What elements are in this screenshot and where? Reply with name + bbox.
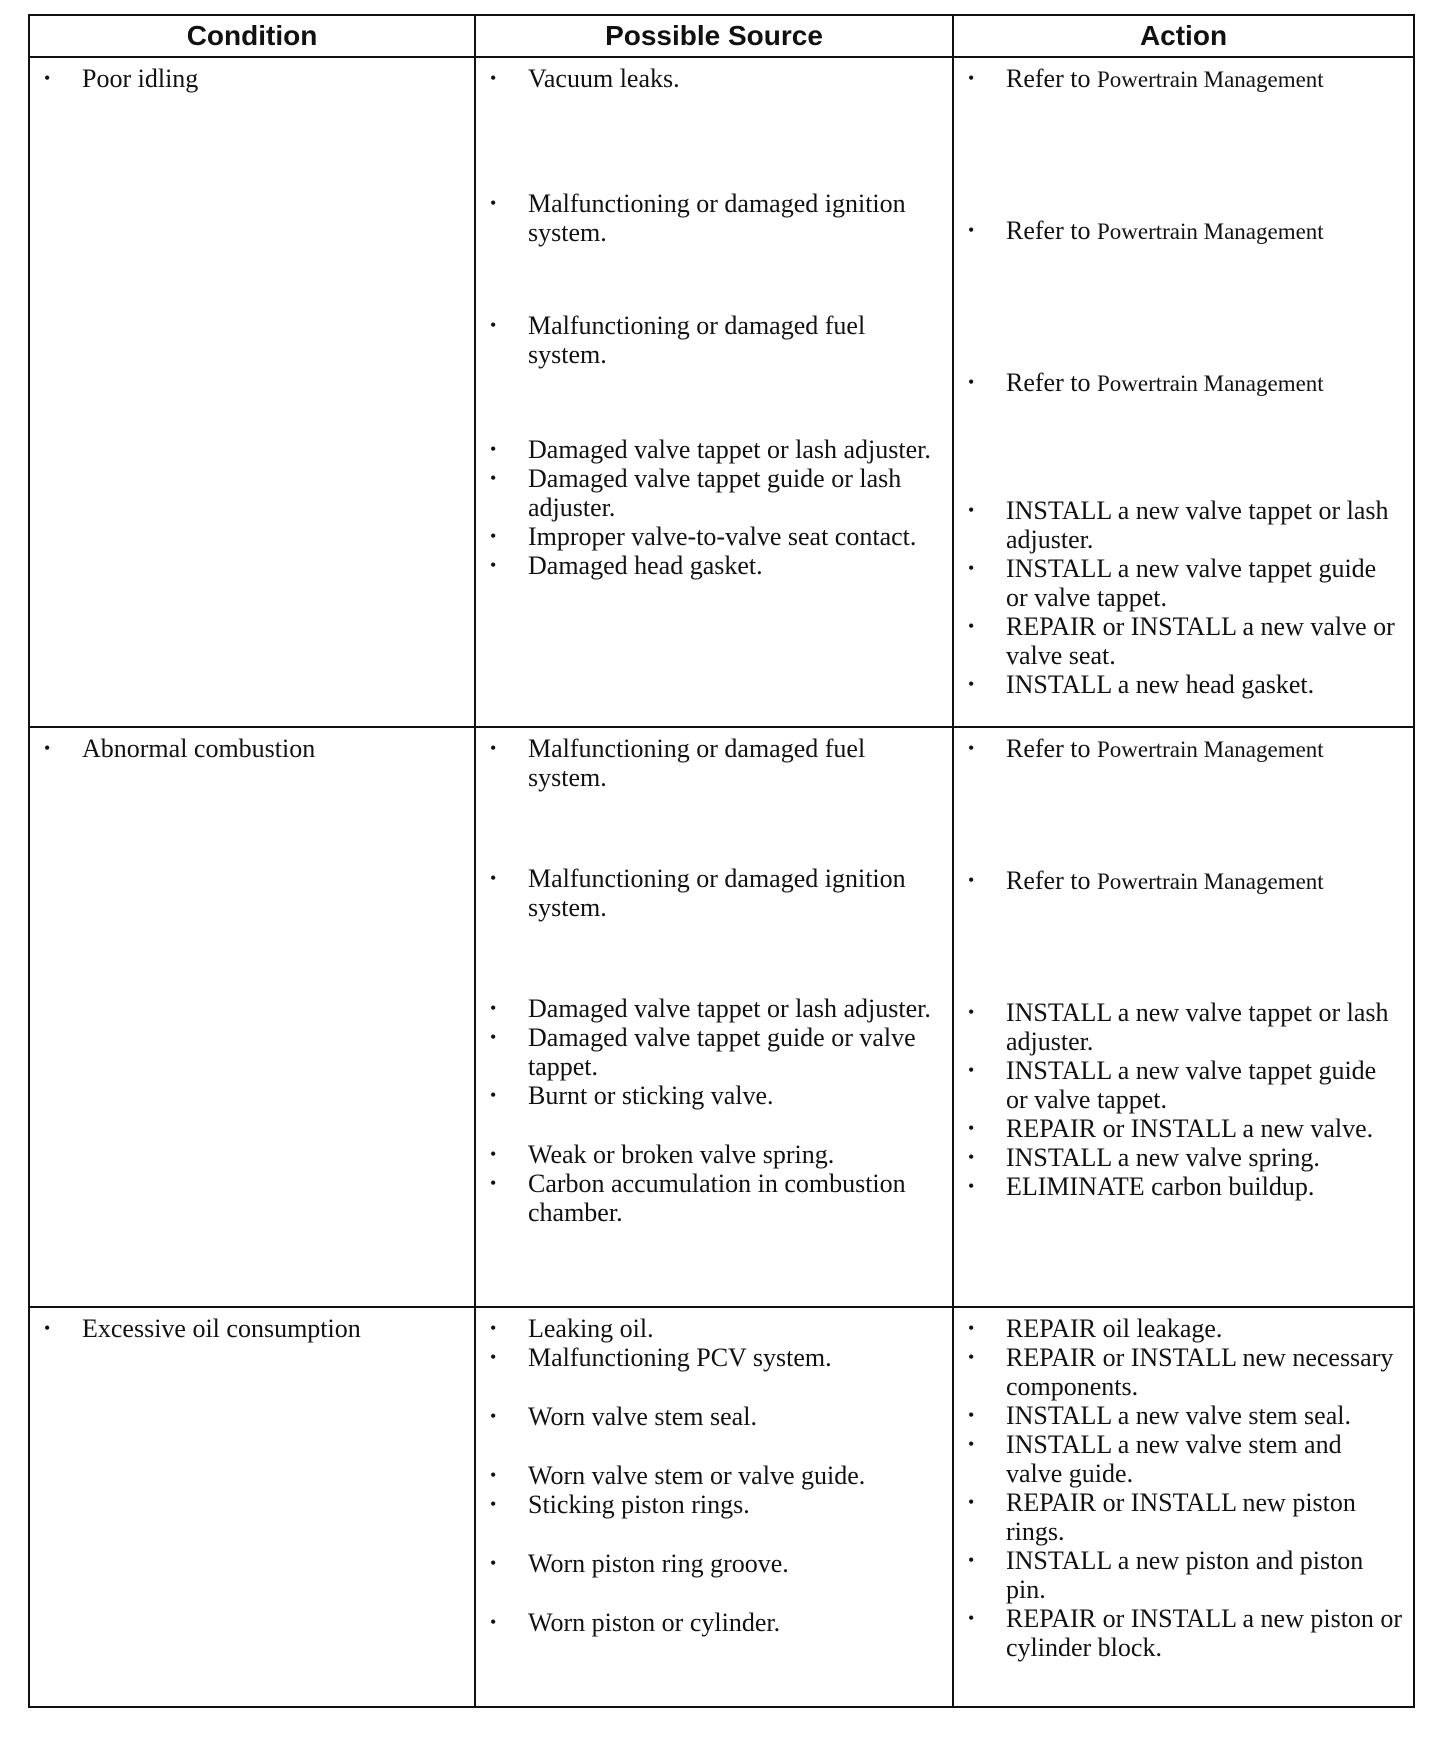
possible-source-item (490, 994, 942, 1023)
bullet-icon: • (490, 998, 497, 1018)
action-list (968, 64, 1403, 699)
reference-section: Powertrain Management (1096, 67, 1324, 92)
possible-source-cell (475, 727, 953, 1307)
possible-source-item (490, 464, 942, 522)
possible-source-item (490, 1490, 942, 1519)
bullet-icon: • (490, 1318, 497, 1338)
possible-source-item (490, 1023, 942, 1081)
action-text-wrap (1006, 612, 1403, 670)
action-cell (953, 1307, 1414, 1707)
header-row (29, 15, 1414, 57)
bullet-icon: • (968, 870, 975, 890)
action-item (968, 612, 1403, 670)
possible-source-text-wrap (528, 1608, 942, 1637)
possible-source-text-wrap (528, 1490, 942, 1519)
possible-source-text-wrap (528, 1169, 942, 1227)
reference-section: Powertrain Management (1096, 737, 1324, 762)
header-condition: Condition (29, 15, 475, 57)
bullet-icon: • (968, 674, 975, 694)
bullet-icon: • (968, 1608, 975, 1628)
bullet-icon: • (490, 1027, 497, 1047)
possible-source-item (490, 1314, 942, 1343)
action-text: REPAIR or INSTALL new necessary components. (1006, 1343, 1394, 1401)
action-text: Refer to (1006, 368, 1091, 397)
action-text-wrap (1006, 368, 1403, 398)
possible-source-item (490, 1461, 942, 1490)
action-text-wrap (1006, 216, 1403, 246)
action-text-wrap (1006, 866, 1403, 896)
header-action: Action (953, 15, 1414, 57)
action-item (968, 368, 1403, 398)
action-text: INSTALL a new valve tappet or lash adjuster. (1006, 496, 1389, 554)
bullet-icon: • (490, 1465, 497, 1485)
possible-source-text-wrap (528, 522, 942, 551)
bullet-icon: • (968, 220, 975, 240)
possible-source-item (490, 864, 942, 922)
action-text: INSTALL a new valve tappet or lash adjuster. (1006, 998, 1389, 1056)
possible-source-item (490, 522, 942, 551)
possible-source-text: Malfunctioning PCV system. (528, 1343, 832, 1372)
action-item (968, 1401, 1403, 1430)
bullet-icon: • (490, 468, 497, 488)
possible-source-text-wrap (528, 464, 942, 522)
condition-item (44, 64, 464, 93)
action-text: INSTALL a new valve stem seal. (1006, 1401, 1351, 1430)
possible-source-cell (475, 1307, 953, 1707)
bullet-icon: • (490, 193, 497, 213)
possible-source-text: Malfunctioning or damaged ignition system. (528, 864, 906, 922)
table-row (29, 57, 1414, 727)
bullet-icon: • (44, 1318, 51, 1338)
action-item (968, 670, 1403, 699)
bullet-icon: • (490, 1144, 497, 1164)
action-text-wrap (1006, 496, 1403, 554)
action-text: Refer to (1006, 64, 1091, 93)
bullet-icon: • (968, 1147, 975, 1167)
bullet-icon: • (968, 1118, 975, 1138)
possible-source-text: Damaged valve tappet or lash adjuster. (528, 435, 931, 464)
possible-source-text-wrap (528, 1081, 942, 1110)
possible-source-text-wrap (528, 64, 942, 93)
bullet-icon: • (44, 68, 51, 88)
bullet-icon: • (968, 1405, 975, 1425)
action-item (968, 998, 1403, 1056)
bullet-icon: • (968, 1492, 975, 1512)
action-item (968, 1056, 1403, 1114)
possible-source-item (490, 311, 942, 369)
possible-source-text-wrap (528, 1343, 942, 1372)
possible-source-list (490, 64, 942, 580)
action-text-wrap (1006, 1488, 1403, 1546)
possible-source-item (490, 1081, 942, 1110)
possible-source-text: Damaged valve tappet guide or lash adjuster. (528, 464, 902, 522)
bullet-icon: • (968, 500, 975, 520)
possible-source-list (490, 734, 942, 1227)
action-text-wrap (1006, 1114, 1403, 1143)
bullet-icon: • (968, 372, 975, 392)
possible-source-text: Worn piston ring groove. (528, 1549, 789, 1578)
possible-source-text-wrap (528, 1549, 942, 1578)
action-item (968, 1430, 1403, 1488)
possible-source-text: Malfunctioning or damaged fuel system. (528, 734, 866, 792)
reference-section: Powertrain Management (1096, 869, 1324, 894)
bullet-icon: • (968, 558, 975, 578)
action-text-wrap (1006, 670, 1403, 699)
bullet-icon: • (968, 1550, 975, 1570)
possible-source-text-wrap (528, 864, 942, 922)
action-item (968, 496, 1403, 554)
possible-source-text: Damaged valve tappet guide or valve tappet. (528, 1023, 916, 1081)
possible-source-item (490, 1140, 942, 1169)
possible-source-text: Vacuum leaks. (528, 64, 680, 93)
possible-source-text: Worn piston or cylinder. (528, 1608, 781, 1637)
condition-text-wrap (82, 1314, 464, 1343)
possible-source-text: Sticking piston rings. (528, 1490, 750, 1519)
bullet-icon: • (490, 738, 497, 758)
bullet-icon: • (490, 1553, 497, 1573)
header-possible-source: Possible Source (475, 15, 953, 57)
possible-source-item (490, 435, 942, 464)
action-item (968, 1172, 1403, 1201)
possible-source-text-wrap (528, 1023, 942, 1081)
action-item (968, 1343, 1403, 1401)
possible-source-text-wrap (528, 1140, 942, 1169)
possible-source-item (490, 64, 942, 93)
action-item (968, 734, 1403, 764)
bullet-icon: • (968, 1434, 975, 1454)
condition-cell (29, 1307, 475, 1707)
action-text: Refer to (1006, 734, 1091, 763)
possible-source-text: Damaged head gasket. (528, 551, 763, 580)
possible-source-text: Burnt or sticking valve. (528, 1081, 774, 1110)
condition-text: Abnormal combustion (82, 734, 316, 763)
possible-source-text-wrap (528, 1461, 942, 1490)
action-text-wrap (1006, 1314, 1403, 1343)
action-text-wrap (1006, 1546, 1403, 1604)
action-text: REPAIR or INSTALL a new valve. (1006, 1114, 1374, 1143)
action-text-wrap (1006, 998, 1403, 1056)
possible-source-item (490, 734, 942, 792)
possible-source-item (490, 1169, 942, 1227)
action-text-wrap (1006, 1172, 1403, 1201)
action-text: REPAIR or INSTALL a new valve or valve seat. (1006, 612, 1395, 670)
condition-cell (29, 57, 475, 727)
possible-source-list (490, 1314, 942, 1637)
possible-source-item (490, 189, 942, 247)
bullet-icon: • (968, 68, 975, 88)
bullet-icon: • (44, 738, 51, 758)
possible-source-text-wrap (528, 734, 942, 792)
condition-cell (29, 727, 475, 1307)
action-item (968, 1143, 1403, 1172)
bullet-icon: • (490, 526, 497, 546)
action-text-wrap (1006, 1401, 1403, 1430)
action-text: ELIMINATE carbon buildup. (1006, 1172, 1315, 1201)
bullet-icon: • (490, 1494, 497, 1514)
condition-text: Excessive oil consumption (82, 1314, 361, 1343)
diagnosis-table-container (28, 14, 1413, 1704)
possible-source-text: Worn valve stem or valve guide. (528, 1461, 866, 1490)
possible-source-text-wrap (528, 311, 942, 369)
possible-source-text: Weak or broken valve spring. (528, 1140, 835, 1169)
action-text: INSTALL a new head gasket. (1006, 670, 1315, 699)
action-item (968, 216, 1403, 246)
action-text-wrap (1006, 1056, 1403, 1114)
action-text: INSTALL a new valve tappet guide or valve tappet. (1006, 554, 1377, 612)
possible-source-text-wrap (528, 435, 942, 464)
action-item (968, 1604, 1403, 1662)
action-text: INSTALL a new valve spring. (1006, 1143, 1320, 1172)
possible-source-text-wrap (528, 189, 942, 247)
bullet-icon: • (968, 1060, 975, 1080)
condition-item (44, 1314, 464, 1343)
action-item (968, 1114, 1403, 1143)
action-text-wrap (1006, 1430, 1403, 1488)
bullet-icon: • (490, 1406, 497, 1426)
action-text-wrap (1006, 1343, 1403, 1401)
condition-text-wrap (82, 734, 464, 763)
action-cell (953, 57, 1414, 727)
bullet-icon: • (490, 1085, 497, 1105)
possible-source-item (490, 1343, 942, 1372)
bullet-icon: • (490, 439, 497, 459)
action-text: INSTALL a new valve tappet guide or valve tappet. (1006, 1056, 1377, 1114)
possible-source-text: Damaged valve tappet or lash adjuster. (528, 994, 931, 1023)
action-text-wrap (1006, 734, 1403, 764)
possible-source-text-wrap (528, 1402, 942, 1431)
action-text: REPAIR or INSTALL new piston rings. (1006, 1488, 1356, 1546)
bullet-icon: • (490, 68, 497, 88)
action-cell (953, 727, 1414, 1307)
bullet-icon: • (490, 555, 497, 575)
action-list (968, 1314, 1403, 1662)
possible-source-text: Leaking oil. (528, 1314, 654, 1343)
bullet-icon: • (968, 738, 975, 758)
bullet-icon: • (968, 616, 975, 636)
bullet-icon: • (490, 1347, 497, 1367)
action-text: INSTALL a new valve stem and valve guide. (1006, 1430, 1342, 1488)
action-item (968, 1488, 1403, 1546)
bullet-icon: • (490, 868, 497, 888)
action-text: INSTALL a new piston and piston pin. (1006, 1546, 1364, 1604)
possible-source-text-wrap (528, 551, 942, 580)
reference-section: Powertrain Management (1096, 371, 1324, 396)
table-row (29, 727, 1414, 1307)
possible-source-text: Worn valve stem seal. (528, 1402, 757, 1431)
bullet-icon: • (968, 1002, 975, 1022)
possible-source-cell (475, 57, 953, 727)
action-item (968, 866, 1403, 896)
bullet-icon: • (968, 1347, 975, 1367)
possible-source-text: Improper valve-to-valve seat contact. (528, 522, 917, 551)
action-text-wrap (1006, 1604, 1403, 1662)
possible-source-text-wrap (528, 1314, 942, 1343)
action-list (968, 734, 1403, 1201)
condition-item (44, 734, 464, 763)
possible-source-item (490, 1549, 942, 1578)
action-text: REPAIR or INSTALL a new piston or cylinder block. (1006, 1604, 1403, 1662)
possible-source-item (490, 551, 942, 580)
bullet-icon: • (490, 1173, 497, 1193)
bullet-icon: • (490, 315, 497, 335)
action-text: REPAIR oil leakage. (1006, 1314, 1223, 1343)
action-text-wrap (1006, 554, 1403, 612)
action-item (968, 1314, 1403, 1343)
reference-section: Powertrain Management (1096, 219, 1324, 244)
action-text-wrap (1006, 1143, 1403, 1172)
action-item (968, 64, 1403, 94)
possible-source-text-wrap (528, 994, 942, 1023)
action-text: Refer to (1006, 866, 1091, 895)
possible-source-text: Malfunctioning or damaged fuel system. (528, 311, 866, 369)
possible-source-item (490, 1608, 942, 1637)
action-item (968, 554, 1403, 612)
bullet-icon: • (490, 1612, 497, 1632)
table-row (29, 1307, 1414, 1707)
bullet-icon: • (968, 1318, 975, 1338)
action-text: Refer to (1006, 216, 1091, 245)
condition-text-wrap (82, 64, 464, 93)
bullet-icon: • (968, 1176, 975, 1196)
diagnosis-table (28, 14, 1415, 1708)
possible-source-text: Carbon accumulation in combustion chamber. (528, 1169, 906, 1227)
possible-source-item (490, 1402, 942, 1431)
action-item (968, 1546, 1403, 1604)
condition-text: Poor idling (82, 64, 199, 93)
action-text-wrap (1006, 64, 1403, 94)
possible-source-text: Malfunctioning or damaged ignition system. (528, 189, 906, 247)
